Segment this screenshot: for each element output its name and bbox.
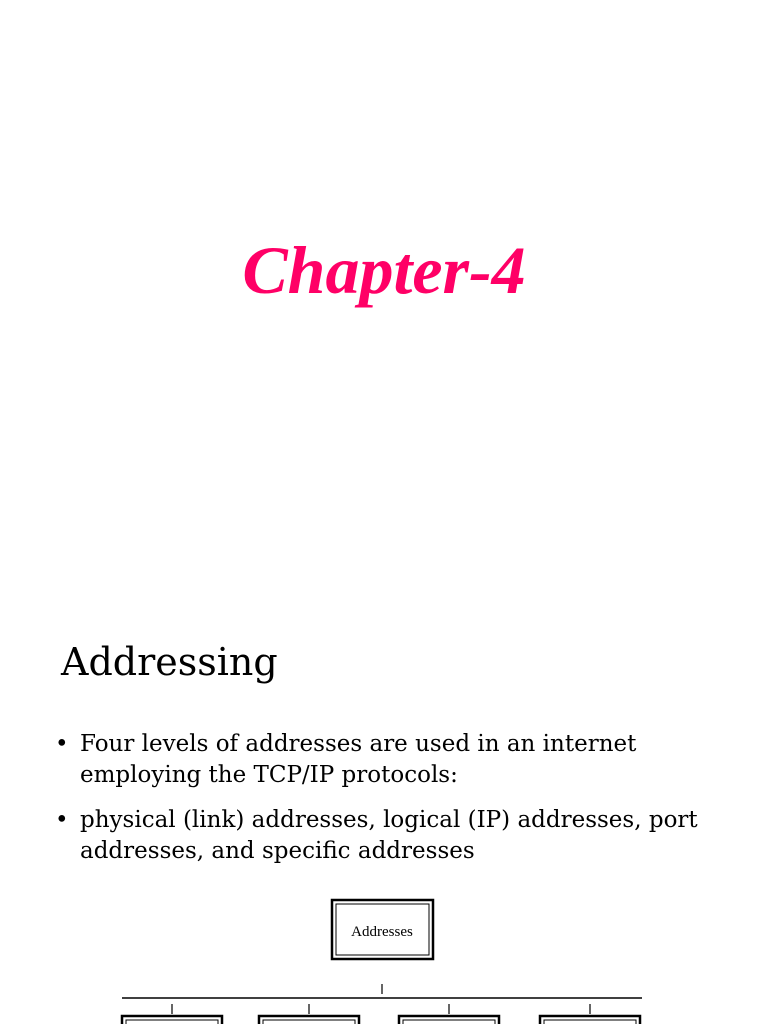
bullet-item — [55, 805, 735, 867]
bullet-item — [55, 729, 735, 791]
bullet-marker: • — [55, 807, 69, 833]
chapter-title: Chapter-4 — [242, 232, 526, 308]
bullet-text: physical (link) addresses, logical (IP) addresses, port addresses, and specific addresses — [80, 807, 698, 864]
bullet-text: Four levels of addresses are used in an internet employing the TCP/IP protocols: — [80, 731, 637, 788]
slide-heading: Addressing — [61, 640, 278, 684]
bullet-list — [55, 729, 735, 881]
addressing-slide — [0, 576, 768, 1024]
addresses-diagram — [0, 894, 768, 1024]
addresses-tree — [0, 894, 768, 1024]
bullet-marker: • — [55, 731, 69, 757]
root-label: Addresses — [351, 924, 413, 940]
